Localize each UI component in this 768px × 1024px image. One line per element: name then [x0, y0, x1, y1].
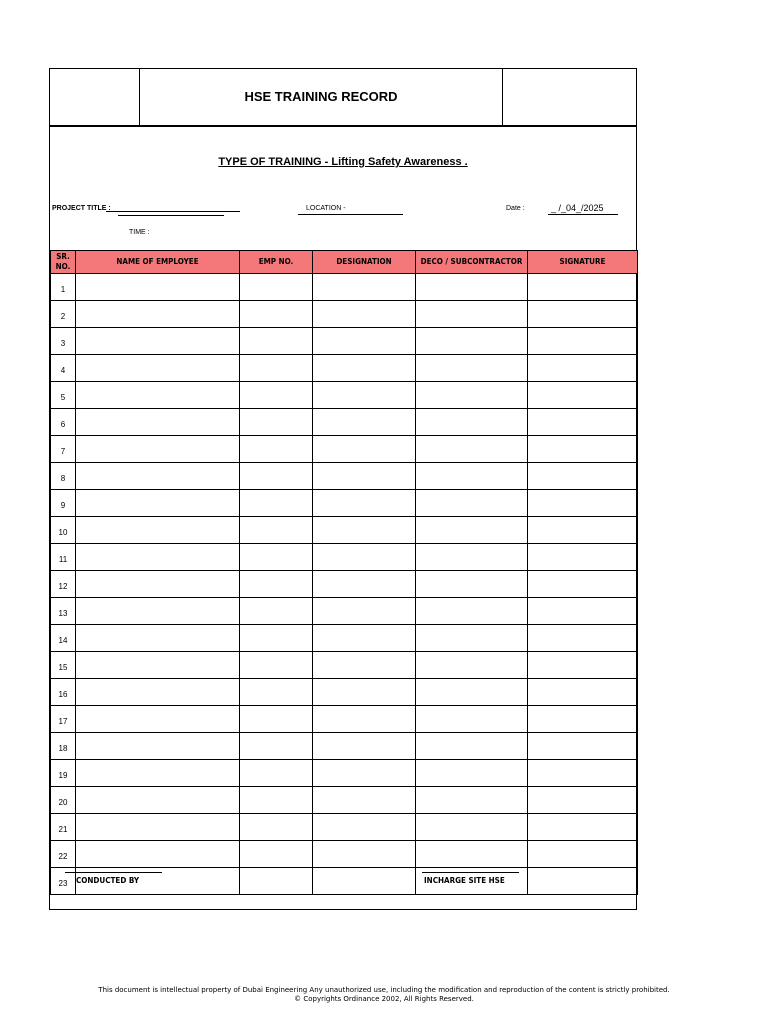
row-sr-no: 5	[51, 382, 76, 409]
training-type	[50, 156, 636, 168]
row-sr-no: 8	[51, 463, 76, 490]
header-signature: SIGNATURE	[528, 251, 638, 274]
row-sr-no: 19	[51, 760, 76, 787]
row-sr-no: 4	[51, 355, 76, 382]
row-deco-cell[interactable]	[416, 841, 528, 868]
row-deco-cell[interactable]	[416, 463, 528, 490]
row-sr-no: 21	[51, 814, 76, 841]
row-signature-cell[interactable]	[528, 841, 638, 868]
row-name-cell[interactable]	[76, 490, 240, 517]
table-row	[51, 706, 638, 733]
row-sr-no: 15	[51, 652, 76, 679]
row-emp-no-cell[interactable]	[240, 787, 313, 814]
row-designation-cell[interactable]	[313, 571, 416, 598]
row-deco-cell[interactable]	[416, 814, 528, 841]
row-deco-cell[interactable]	[416, 787, 528, 814]
row-sr-no: 16	[51, 679, 76, 706]
row-name-cell[interactable]	[76, 571, 240, 598]
row-name-cell[interactable]	[76, 733, 240, 760]
row-signature-cell[interactable]	[528, 760, 638, 787]
location-field[interactable]	[298, 214, 403, 215]
row-deco-cell[interactable]	[416, 355, 528, 382]
row-designation-cell[interactable]	[313, 787, 416, 814]
row-deco-cell[interactable]	[416, 274, 528, 301]
row-name-cell[interactable]	[76, 382, 240, 409]
conducted-by-line[interactable]	[65, 872, 162, 873]
project-title-field[interactable]	[106, 211, 240, 212]
table-row	[51, 328, 638, 355]
row-designation-cell[interactable]	[313, 463, 416, 490]
date-field[interactable]	[548, 214, 618, 215]
row-deco-cell[interactable]	[416, 301, 528, 328]
header-right-cell	[502, 69, 637, 125]
table-row	[51, 409, 638, 436]
incharge-line[interactable]	[422, 872, 519, 873]
table-row	[51, 301, 638, 328]
header-sr-no: SR. NO.	[51, 251, 76, 274]
row-sr-no: 23	[51, 868, 76, 895]
conducted-by-label: CONDUCTED BY	[76, 876, 140, 885]
row-designation-cell[interactable]	[313, 652, 416, 679]
row-designation-cell[interactable]	[313, 841, 416, 868]
table-row	[51, 436, 638, 463]
row-deco-cell[interactable]	[416, 544, 528, 571]
row-emp-no-cell[interactable]	[240, 274, 313, 301]
row-signature-cell[interactable]	[528, 706, 638, 733]
row-emp-no-cell[interactable]	[240, 598, 313, 625]
row-signature-cell[interactable]	[528, 733, 638, 760]
row-designation-cell[interactable]	[313, 625, 416, 652]
row-signature-cell[interactable]	[528, 787, 638, 814]
table-header-row	[51, 251, 638, 274]
row-signature-cell[interactable]	[528, 679, 638, 706]
row-name-cell[interactable]	[76, 274, 240, 301]
table-body	[51, 274, 638, 895]
header-name: NAME OF EMPLOYEE	[76, 251, 240, 274]
table-row	[51, 517, 638, 544]
table-row	[51, 679, 638, 706]
row-name-cell[interactable]	[76, 328, 240, 355]
row-designation-cell[interactable]	[313, 733, 416, 760]
date-value: _ /_04_/2025	[551, 203, 604, 213]
row-signature-cell[interactable]	[528, 409, 638, 436]
employee-table	[50, 250, 638, 895]
row-sr-no: 17	[51, 706, 76, 733]
location-label: LOCATION -	[306, 205, 346, 212]
table-row	[51, 760, 638, 787]
table-row	[51, 625, 638, 652]
row-name-cell[interactable]	[76, 598, 240, 625]
table-row	[51, 355, 638, 382]
row-name-cell[interactable]	[76, 436, 240, 463]
row-signature-cell[interactable]	[528, 301, 638, 328]
row-emp-no-cell[interactable]	[240, 355, 313, 382]
row-sr-no: 11	[51, 544, 76, 571]
row-signature-cell[interactable]	[528, 436, 638, 463]
row-sr-no: 1	[51, 274, 76, 301]
row-designation-cell[interactable]	[313, 382, 416, 409]
table-row	[51, 652, 638, 679]
row-designation-cell[interactable]	[313, 436, 416, 463]
table-row	[51, 274, 638, 301]
row-deco-cell[interactable]	[416, 652, 528, 679]
row-name-cell[interactable]	[76, 625, 240, 652]
row-signature-cell[interactable]	[528, 625, 638, 652]
row-name-cell[interactable]	[76, 409, 240, 436]
row-emp-no-cell[interactable]	[240, 814, 313, 841]
row-emp-no-cell[interactable]	[240, 301, 313, 328]
row-sr-no: 13	[51, 598, 76, 625]
row-emp-no-cell[interactable]	[240, 706, 313, 733]
row-signature-cell[interactable]	[528, 355, 638, 382]
row-designation-cell[interactable]	[313, 409, 416, 436]
row-emp-no-cell[interactable]	[240, 544, 313, 571]
row-emp-no-cell[interactable]	[240, 571, 313, 598]
row-signature-cell[interactable]	[528, 490, 638, 517]
row-designation-cell[interactable]	[313, 274, 416, 301]
row-sr-no: 2	[51, 301, 76, 328]
row-designation-cell[interactable]	[313, 490, 416, 517]
row-emp-no-cell[interactable]	[240, 517, 313, 544]
incharge-label: INCHARGE SITE HSE	[424, 876, 505, 885]
row-emp-no-cell[interactable]	[240, 841, 313, 868]
row-designation-cell[interactable]	[313, 544, 416, 571]
row-designation-cell[interactable]	[313, 814, 416, 841]
row-name-cell[interactable]	[76, 814, 240, 841]
row-deco-cell[interactable]	[416, 760, 528, 787]
row-sr-no: 12	[51, 571, 76, 598]
header-block	[50, 69, 636, 127]
header-designation: DESIGNATION	[313, 251, 416, 274]
row-designation-cell[interactable]	[313, 706, 416, 733]
row-sr-no: 22	[51, 841, 76, 868]
table-row	[51, 598, 638, 625]
header-logo-cell	[50, 69, 140, 125]
row-emp-no-cell[interactable]	[240, 463, 313, 490]
row-emp-no-cell[interactable]	[240, 679, 313, 706]
document-title: HSE TRAINING RECORD	[244, 89, 398, 104]
table-row	[51, 733, 638, 760]
table-row	[51, 571, 638, 598]
row-sr-no: 10	[51, 517, 76, 544]
row-signature-cell[interactable]	[528, 517, 638, 544]
row-name-cell[interactable]	[76, 760, 240, 787]
row-designation-cell[interactable]	[313, 598, 416, 625]
row-signature-cell[interactable]	[528, 571, 638, 598]
row-deco-cell[interactable]	[416, 733, 528, 760]
row-signature-cell[interactable]	[528, 274, 638, 301]
row-sr-no: 18	[51, 733, 76, 760]
row-sr-no: 7	[51, 436, 76, 463]
row-signature-cell[interactable]	[528, 382, 638, 409]
row-designation-cell[interactable]	[313, 301, 416, 328]
training-type-label: TYPE OF TRAINING - Lifting Safety Awareness .	[218, 156, 468, 168]
row-designation-cell[interactable]	[313, 355, 416, 382]
row-name-cell[interactable]	[76, 355, 240, 382]
header-emp-no: EMP NO.	[240, 251, 313, 274]
row-deco-cell[interactable]	[416, 409, 528, 436]
row-emp-no-cell[interactable]	[240, 382, 313, 409]
row-sr-no: 20	[51, 787, 76, 814]
row-emp-no-cell[interactable]	[240, 409, 313, 436]
row-emp-no-cell[interactable]	[240, 490, 313, 517]
row-deco-cell[interactable]	[416, 328, 528, 355]
row-deco-cell[interactable]	[416, 436, 528, 463]
footer-copyright: © Copyrights Ordinance 2002, All Rights Reserved.	[294, 995, 474, 1003]
row-name-cell[interactable]	[76, 544, 240, 571]
row-deco-cell[interactable]	[416, 490, 528, 517]
row-deco-cell[interactable]	[416, 571, 528, 598]
project-title-label: PROJECT TITLE :	[52, 205, 111, 212]
row-emp-no-cell[interactable]	[240, 733, 313, 760]
row-emp-no-cell[interactable]	[240, 868, 313, 895]
header-deco-subcontractor: DECO / SUBCONTRACTOR	[416, 251, 528, 274]
row-designation-cell[interactable]	[313, 679, 416, 706]
row-designation-cell[interactable]	[313, 760, 416, 787]
row-name-cell[interactable]	[76, 652, 240, 679]
row-emp-no-cell[interactable]	[240, 760, 313, 787]
row-sr-no: 3	[51, 328, 76, 355]
row-designation-cell[interactable]	[313, 868, 416, 895]
table-row	[51, 787, 638, 814]
row-name-cell[interactable]	[76, 463, 240, 490]
row-designation-cell[interactable]	[313, 328, 416, 355]
row-signature-cell[interactable]	[528, 328, 638, 355]
table-row	[51, 490, 638, 517]
row-signature-cell[interactable]	[528, 544, 638, 571]
row-signature-cell[interactable]	[528, 814, 638, 841]
footer-disclaimer: This document is intellectual property of Dubai Engineering Any unauthorized use, including the modification and reproduction of the content is strictly prohibited.	[98, 986, 670, 994]
row-deco-cell[interactable]	[416, 625, 528, 652]
row-deco-cell[interactable]	[416, 679, 528, 706]
row-emp-no-cell[interactable]	[240, 652, 313, 679]
row-deco-cell[interactable]	[416, 517, 528, 544]
row-emp-no-cell[interactable]	[240, 436, 313, 463]
row-emp-no-cell[interactable]	[240, 625, 313, 652]
row-name-cell[interactable]	[76, 706, 240, 733]
table-row	[51, 544, 638, 571]
row-deco-cell[interactable]	[416, 598, 528, 625]
row-emp-no-cell[interactable]	[240, 328, 313, 355]
footer	[0, 986, 768, 1004]
row-name-cell[interactable]	[76, 841, 240, 868]
row-name-cell[interactable]	[76, 301, 240, 328]
table-row	[51, 382, 638, 409]
row-name-cell[interactable]	[76, 517, 240, 544]
time-label: TIME :	[129, 229, 150, 236]
row-signature-cell[interactable]	[528, 598, 638, 625]
row-sr-no: 14	[51, 625, 76, 652]
row-name-cell[interactable]	[76, 679, 240, 706]
table-row	[51, 814, 638, 841]
row-sr-no: 9	[51, 490, 76, 517]
row-deco-cell[interactable]	[416, 382, 528, 409]
table-row	[51, 841, 638, 868]
row-deco-cell[interactable]	[416, 706, 528, 733]
row-signature-cell[interactable]	[528, 463, 638, 490]
table-row	[51, 463, 638, 490]
row-designation-cell[interactable]	[313, 517, 416, 544]
project-title-field-line2	[118, 215, 224, 216]
row-name-cell[interactable]	[76, 787, 240, 814]
training-record-sheet	[49, 68, 637, 910]
row-signature-cell[interactable]	[528, 868, 638, 895]
date-label: Date :	[506, 205, 525, 212]
row-signature-cell[interactable]	[528, 652, 638, 679]
row-sr-no: 6	[51, 409, 76, 436]
